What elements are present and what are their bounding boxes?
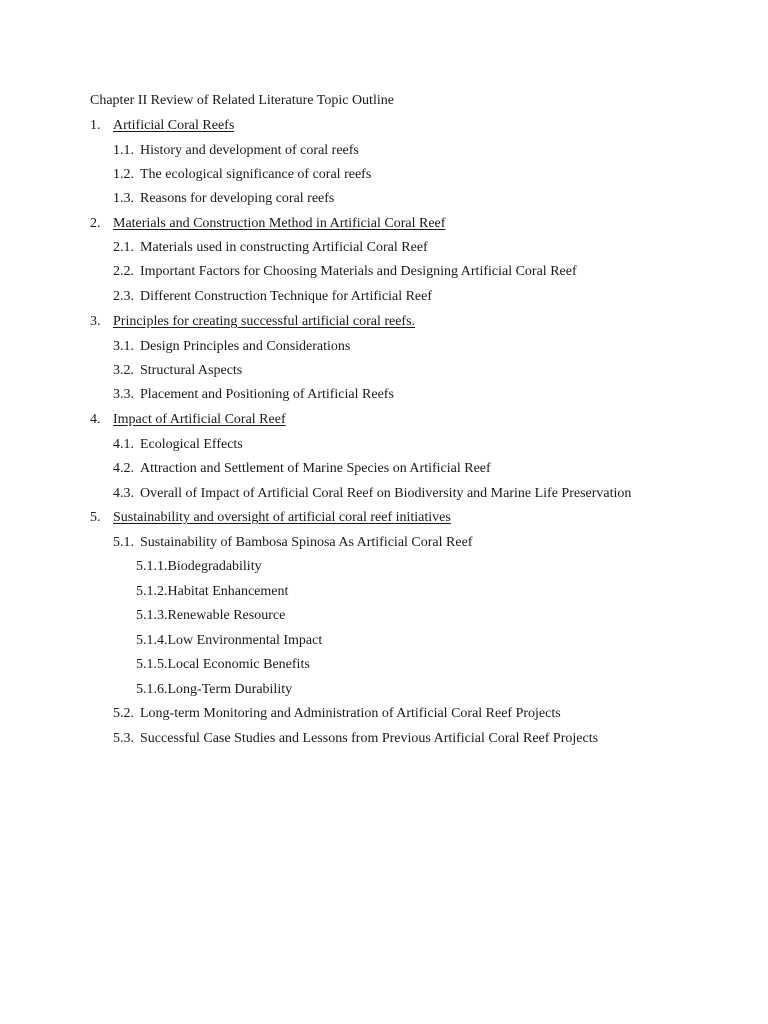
outline-label: Sustainability of Bambosa Spinosa As Artificial Coral Reef xyxy=(140,535,473,550)
outline-label: Different Construction Technique for Artificial Reef xyxy=(140,289,433,304)
outline-label: Overall of Impact of Artificial Coral Reef on Biodiversity and Marine Life Preservation xyxy=(140,486,632,501)
outline-label: Ecological Effects xyxy=(140,437,243,452)
outline-label: Placement and Positioning of Artificial Reefs xyxy=(140,387,394,402)
outline-item-3-3 xyxy=(113,386,394,404)
outline-number: 2.1. xyxy=(113,240,134,255)
outline-label: Successful Case Studies and Lessons from Previous Artificial Coral Reef Projects xyxy=(140,731,599,746)
outline-item-5-1-5: 5.1.5.Local Economic Benefits xyxy=(136,657,310,672)
outline-item-2-3 xyxy=(113,288,432,306)
outline-number: 1.1. xyxy=(113,143,134,158)
outline-label: Important Factors for Choosing Materials and Designing Artificial Coral Reef xyxy=(140,264,577,279)
outline-number: 1.3. xyxy=(113,191,134,206)
outline-item-2-1 xyxy=(113,239,428,257)
outline-item-4-1 xyxy=(113,436,243,454)
outline-item-2-2 xyxy=(113,263,577,281)
outline-label: The ecological significance of coral reefs xyxy=(140,167,372,182)
section-heading: Artificial Coral Reefs xyxy=(113,118,235,133)
outline-number: 3. xyxy=(90,314,101,329)
outline-label: Attraction and Settlement of Marine Species on Artificial Reef xyxy=(140,461,491,476)
outline-number: 4.3. xyxy=(113,486,134,501)
outline-number: 3.3. xyxy=(113,387,134,402)
outline-item-4-3 xyxy=(113,485,631,503)
outline-number: 2.2. xyxy=(113,264,134,279)
outline-label: Structural Aspects xyxy=(140,363,243,378)
outline-item-5-1-1: 5.1.1.Biodegradability xyxy=(136,559,262,574)
outline-number: 5.3. xyxy=(113,731,134,746)
outline-label: Reasons for developing coral reefs xyxy=(140,191,335,206)
outline-item-5-1-4: 5.1.4.Low Environmental Impact xyxy=(136,633,323,648)
outline-item-5-1-2: 5.1.2.Habitat Enhancement xyxy=(136,584,289,599)
outline-label: Materials used in constructing Artificial Coral Reef xyxy=(140,240,428,255)
outline-item-3 xyxy=(90,313,415,331)
outline-label: Long-term Monitoring and Administration of Artificial Coral Reef Projects xyxy=(140,706,561,721)
outline-item-5-1-3: 5.1.3.Renewable Resource xyxy=(136,608,286,623)
outline-item-5-1-6: 5.1.6.Long-Term Durability xyxy=(136,682,293,697)
outline-item-1-3 xyxy=(113,190,334,208)
outline-number: 5.1. xyxy=(113,535,134,550)
outline-number: 1.2. xyxy=(113,167,134,182)
outline-item-5-1 xyxy=(113,534,472,552)
outline-number: 5.2. xyxy=(113,706,134,721)
outline-item-3-2 xyxy=(113,362,242,380)
outline-number: 3.2. xyxy=(113,363,134,378)
outline-number: 1. xyxy=(90,118,101,133)
section-heading: Sustainability and oversight of artificial coral reef initiatives xyxy=(113,510,451,525)
section-heading: Impact of Artificial Coral Reef xyxy=(113,412,286,427)
outline-number: 2. xyxy=(90,216,101,231)
outline-number: 3.1. xyxy=(113,339,134,354)
outline-item-5-2 xyxy=(113,705,561,723)
outline-item-5-3 xyxy=(113,730,598,748)
outline-item-1-2 xyxy=(113,166,371,184)
outline-item-5 xyxy=(90,509,451,527)
outline-label: Design Principles and Considerations xyxy=(140,339,351,354)
page-title: Chapter II Review of Related Literature Topic Outline xyxy=(90,93,394,108)
outline-item-2 xyxy=(90,215,445,233)
outline-item-1 xyxy=(90,117,234,135)
outline-item-4 xyxy=(90,411,286,429)
outline-item-1-1 xyxy=(113,142,359,160)
outline-number: 5. xyxy=(90,510,101,525)
outline-number: 4.2. xyxy=(113,461,134,476)
section-heading: Materials and Construction Method in Artificial Coral Reef xyxy=(113,216,446,231)
outline-number: 4.1. xyxy=(113,437,134,452)
outline-label: History and development of coral reefs xyxy=(140,143,359,158)
outline-number: 4. xyxy=(90,412,101,427)
outline-item-4-2 xyxy=(113,460,491,478)
outline-item-3-1 xyxy=(113,338,350,356)
outline-number: 2.3. xyxy=(113,289,134,304)
section-heading: Principles for creating successful artificial coral reefs. xyxy=(113,314,416,329)
